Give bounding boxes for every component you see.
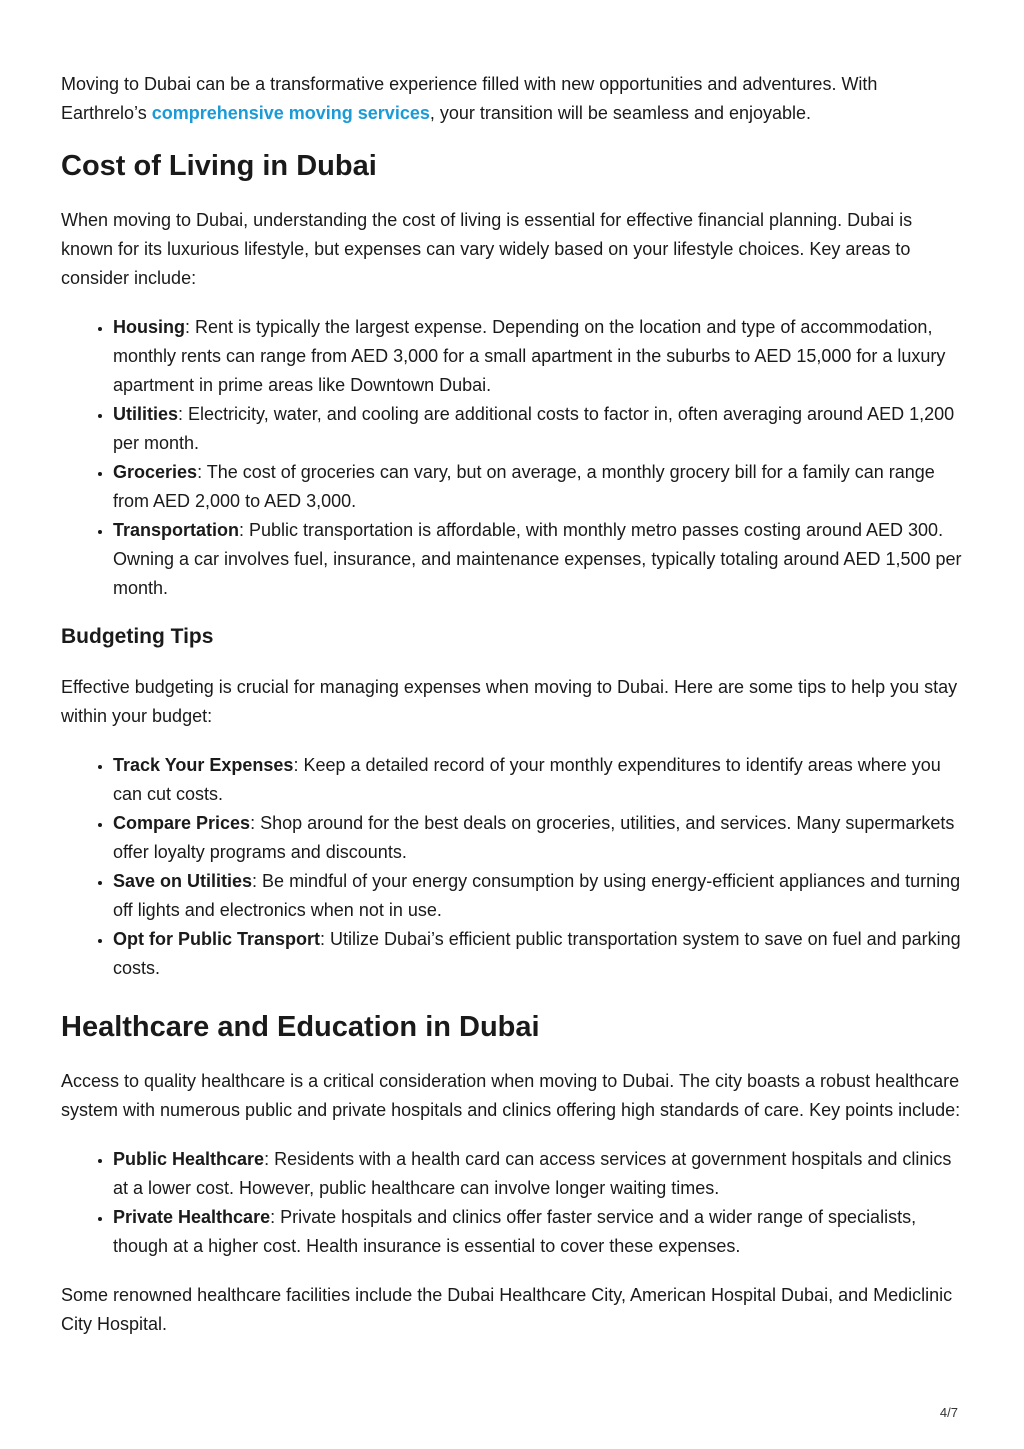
- list-item-text: : Electricity, water, and cooling are additional costs to factor in, often averaging around AED 1,200 per month.: [113, 404, 955, 453]
- list-item-label: Housing: [113, 317, 185, 337]
- document-page: [61, 70, 966, 1339]
- page-number: 4/7: [939, 1405, 958, 1420]
- list-item: [113, 516, 966, 603]
- list-item-text: : Residents with a health card can access services at government hospitals and clinics at a lower cost. However, public healthcare can involve longer waiting times.: [113, 1149, 952, 1198]
- list-item: [113, 751, 966, 809]
- healthcare-heading: Healthcare and Education in Dubai: [61, 1011, 540, 1043]
- list-item-label: Compare Prices: [113, 813, 251, 833]
- list-item: [113, 400, 966, 458]
- list-item-label: Track Your Expenses: [113, 755, 294, 775]
- list-item: [113, 925, 966, 983]
- list-item-label: Groceries: [113, 462, 198, 482]
- list-item-text: : Shop around for the best deals on groceries, utilities, and services. Many supermarkets offer loyalty programs and discounts.: [113, 813, 955, 862]
- healthcare-closing-paragraph: Some renowned healthcare facilities include the Dubai Healthcare City, American Hospital Dubai, and Mediclinic City Hospital.: [61, 1285, 953, 1334]
- list-item: [113, 458, 966, 516]
- list-item-label: Public Healthcare: [113, 1149, 265, 1169]
- cost-of-living-list: [61, 313, 966, 603]
- list-item-label: Utilities: [113, 404, 179, 424]
- list-item-text: : Rent is typically the largest expense. Depending on the location and type of accommodation, monthly rents can range from AED 3,000 for a small apartment in the suburbs to AED 15,000 for a luxury apartment in prime areas like Downtown Dubai.: [113, 317, 946, 395]
- cost-of-living-heading: Cost of Living in Dubai: [61, 150, 377, 182]
- list-item: [113, 1145, 966, 1203]
- healthcare-paragraph: Access to quality healthcare is a critical consideration when moving to Dubai. The city boasts a robust healthcare system with numerous public and private hospitals and clinics offering high standards of care. Key points include:: [61, 1071, 961, 1120]
- intro-text-after: , your transition will be seamless and enjoyable.: [429, 103, 812, 123]
- list-item: [113, 867, 966, 925]
- list-item: [113, 313, 966, 400]
- budgeting-tips-list: [61, 751, 966, 983]
- cost-of-living-paragraph: When moving to Dubai, understanding the cost of living is essential for effective financial planning. Dubai is known for its luxurious lifestyle, but expenses can vary widely based on your lifestyle choices. Key areas to consider include:: [61, 210, 913, 288]
- budgeting-tips-paragraph: Effective budgeting is crucial for managing expenses when moving to Dubai. Here are some tips to help you stay within your budget:: [61, 677, 958, 726]
- list-item: [113, 1203, 966, 1261]
- list-item-text: : Private hospitals and clinics offer faster service and a wider range of specialists, though at a higher cost. Health insurance is essential to cover these expenses.: [113, 1207, 917, 1256]
- intro-paragraph: [61, 70, 966, 128]
- healthcare-list: [61, 1145, 966, 1261]
- list-item-text: : Utilize Dubai’s efficient public transportation system to save on fuel and parking costs.: [113, 929, 961, 978]
- list-item-label: Transportation: [113, 520, 240, 540]
- list-item-label: Opt for Public Transport: [113, 929, 321, 949]
- intro-text-before: Moving to Dubai can be a transformative experience filled with new opportunities and adventures. With Earthrelo’s: [61, 74, 878, 123]
- list-item: [113, 809, 966, 867]
- comprehensive-moving-services-link[interactable]: comprehensive moving services: [151, 103, 430, 123]
- list-item-text: : Keep a detailed record of your monthly expenditures to identify areas where you can cut costs.: [113, 755, 941, 804]
- list-item-label: Save on Utilities: [113, 871, 253, 891]
- list-item-text: : The cost of groceries can vary, but on average, a monthly grocery bill for a family can range from AED 2,000 to AED 3,000.: [113, 462, 935, 511]
- list-item-label: Private Healthcare: [113, 1207, 271, 1227]
- list-item-text: : Be mindful of your energy consumption by using energy-efficient appliances and turning off lights and electronics when not in use.: [113, 871, 961, 920]
- budgeting-tips-heading: Budgeting Tips: [61, 625, 214, 648]
- list-item-text: : Public transportation is affordable, with monthly metro passes costing around AED 300. Owning a car involves fuel, insurance, and maintenance expenses, typically totaling around AED 1,500 per month.: [113, 520, 962, 598]
